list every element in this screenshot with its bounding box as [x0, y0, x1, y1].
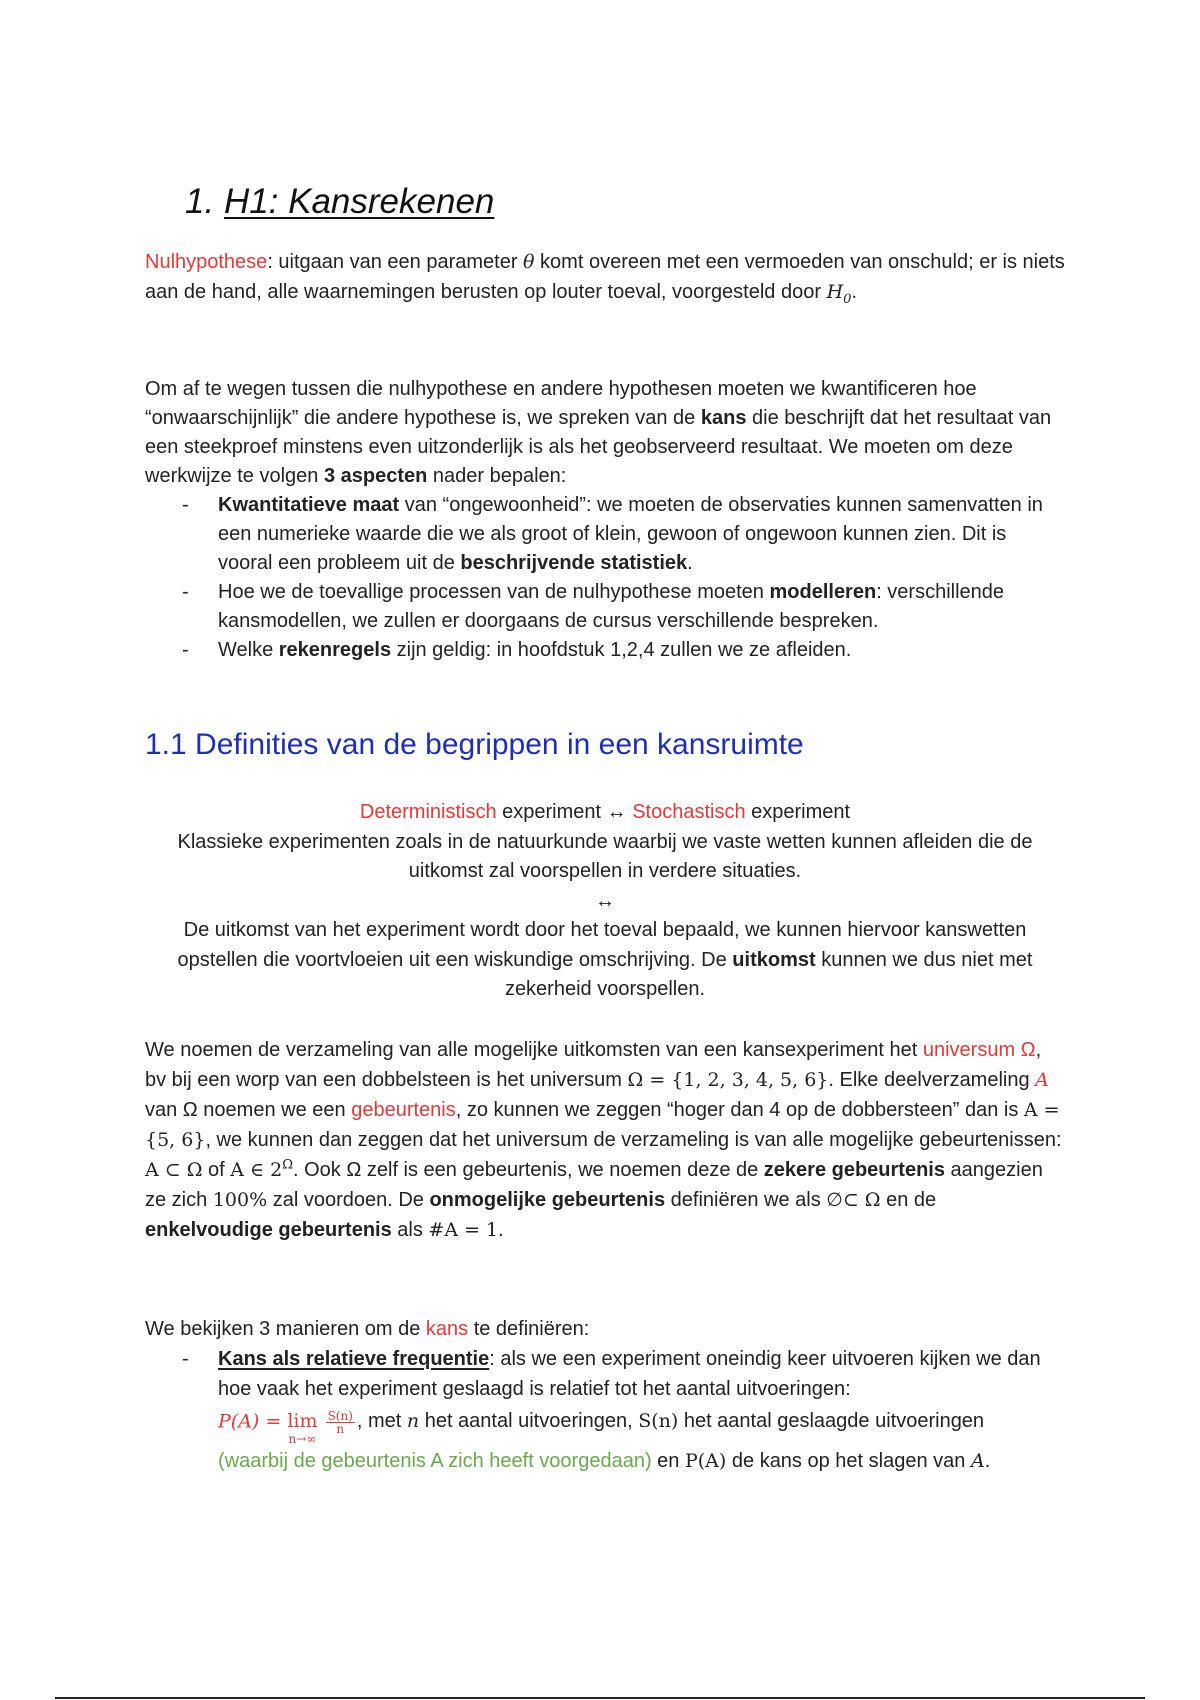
page-bottom-rule	[55, 1697, 1145, 1699]
list-item: - Welke rekenregels zijn geldig: in hoofdstuk 1,2,4 zullen we ze afleiden.	[145, 636, 1065, 665]
aspects-list	[145, 491, 1065, 665]
kans-bold: kans	[700, 407, 747, 429]
chapter-title: H1: Kansrekenen	[223, 182, 495, 221]
deterministisch-term: Deterministisch	[359, 801, 497, 823]
kans-definitions-list	[145, 1344, 1065, 1476]
stochastisch-term: Stochastisch	[632, 801, 746, 823]
kans-definitions: We bekijken 3 manieren om de kans te definiëren: - Kans als relatieve frequentie: als we een experiment oneindig keer uitvoeren kijken we dan hoe vaak het experiment geslaagd is relatief tot het aantal uitvoeringen: P(A) = lim n→∞ $\frac{S(n)}{n}$ , met n het aantal uitvoeringen, S(n) het aantal geslaagde uitvoeringen (waarbij de gebeurtenis A zich heeft voorgedaan) en P(A) de kans op het slagen van A.	[145, 1314, 1065, 1476]
relatieve-frequentie-term: Kans als relatieve frequentie	[218, 1348, 490, 1370]
kans-term: kans	[425, 1318, 469, 1340]
omega-set: Ω = {1, 2, 3, 4, 5, 6}	[627, 1069, 829, 1091]
intro-paragraph: Om af te wegen tussen die nulhypothese en andere hypothesen moeten we kwantificeren hoe “onwaarschijnlijk” die andere hypothese is, we spreken van de kans die beschrijft dat het resultaat van een steekproef minstens even uitzonderlijk is als het geobserveerd resultaat. We moeten om deze werkwijze te volgen 3 aspecten nader bepalen: - Kwantitatieve maat van “ongewoonheid”: we moeten de observaties kunnen samenvatten in een numerieke waarde die we als groot of klein, gewoon of ongewoon kunnen zien. Dit is vooral een probleem uit de beschrijvende statistiek. - Hoe we de toevallige processen van de nulhypothese moeten modelleren: verschillende kansmodellen, we zullen er doorgaans de cursus verschillende bespreken. - Welke rekenregels zijn geldig: in hoofdstuk 1,2,4 zullen we ze afleiden.	[145, 375, 1065, 665]
aspects-bold: 3 aspecten	[323, 465, 428, 487]
nulhypothese-paragraph: Nulhypothese: uitgaan van een parameter θ komt overeen met een vermoeden van onschuld; er is niets aan de hand, alle waarnemingen berusten op louter toeval, voorgesteld door $H_0$.	[145, 251, 1065, 307]
stochastic-description: De uitkomst van het experiment wordt door het toeval bepaald, we kunnen hiervoor kanswetten opstellen die voortvloeien uit een wiskundige omschrijving. De uitkomst kunnen we dus niet met zekerheid voorspellen.	[177, 919, 1033, 1000]
gebeurtenis-term: gebeurtenis	[351, 1099, 456, 1121]
list-item: - Kans als relatieve frequentie: als we een experiment oneindig keer uitvoeren kijken we dan hoe vaak het experiment geslaagd is relatief tot het aantal uitvoeringen: P(A) = lim n→∞ $\frac{S(n)}{n}$ , met n het aantal uitvoeringen, S(n) het aantal geslaagde uitvoeringen (waarbij de gebeurtenis A zich heeft voorgedaan) en P(A) de kans op het slagen van A.	[145, 1344, 1065, 1476]
h0-symbol: $H_0$	[826, 281, 852, 307]
universum-term: universum Ω	[922, 1039, 1036, 1061]
green-remark: (waarbij de gebeurtenis A zich heeft voorgedaan)	[218, 1450, 652, 1472]
relative-frequency-formula: P(A) = lim n→∞ $\frac{S(n)}{n}$	[218, 1409, 353, 1446]
chapter-heading	[185, 182, 494, 222]
list-item: - Hoe we de toevallige processen van de nulhypothese moeten modelleren: verschillende kansmodellen, we zullen er doorgaans de cursus verschillende bespreken.	[145, 578, 1065, 636]
experiments-block: Deterministisch experiment ↔ Stochastisch experiment Klassieke experimenten zoals in de natuurkunde waarbij we vaste wetten kunnen afleiden die de uitkomst zal voorspellen in verdere situaties. ↔ De uitkomst van het experiment wordt door het toeval bepaald, we kunnen hiervoor kanswetten opstellen die voortvloeien uit een wiskundige omschrijving. De uitkomst kunnen we dus niet met zekerheid voorspellen.	[145, 798, 1065, 1005]
chapter-number: 1.	[185, 182, 215, 221]
theta-symbol: θ	[523, 251, 535, 273]
universum-paragraph: We noemen de verzameling van alle mogelijke uitkomsten van een kansexperiment het universum Ω, bv bij een worp van een dobbelsteen is het universum Ω = {1, 2, 3, 4, 5, 6}. Elke deelverzameling A van Ω noemen we een gebeurtenis, zo kunnen we zeggen “hoger dan 4 op de dobbersteen” dan is A = {5, 6}, we kunnen dan zeggen dat het universum de verzameling is van alle mogelijke gebeurtenissen: A ⊂ Ω of A ∈ $2^\Omega$. Ook Ω zelf is een gebeurtenis, we noemen deze de zekere gebeurtenis aangezien ze zich 100% zal voordoen. De onmogelijke gebeurtenis definiëren we als ∅⊂ Ω en de enkelvoudige gebeurtenis als #A = 1.	[145, 1039, 1062, 1241]
a-set: A = {5, 6}	[145, 1099, 1060, 1151]
double-arrow: ↔	[595, 889, 615, 912]
nulhypothese-term: Nulhypothese	[145, 251, 268, 273]
deterministic-description: Klassieke experimenten zoals in de natuurkunde waarbij we vaste wetten kunnen afleiden die de uitkomst zal voorspellen in verdere situaties.	[177, 830, 1033, 882]
section-heading: 1.1 Definities van de begrippen in een kansruimte	[145, 728, 804, 761]
list-item: - Kwantitatieve maat van “ongewoonheid”: we moeten de observaties kunnen samenvatten in een numerieke waarde die we als groot of klein, gewoon of ongewoon kunnen zien. Dit is vooral een probleem uit de beschrijvende statistiek.	[145, 491, 1065, 578]
